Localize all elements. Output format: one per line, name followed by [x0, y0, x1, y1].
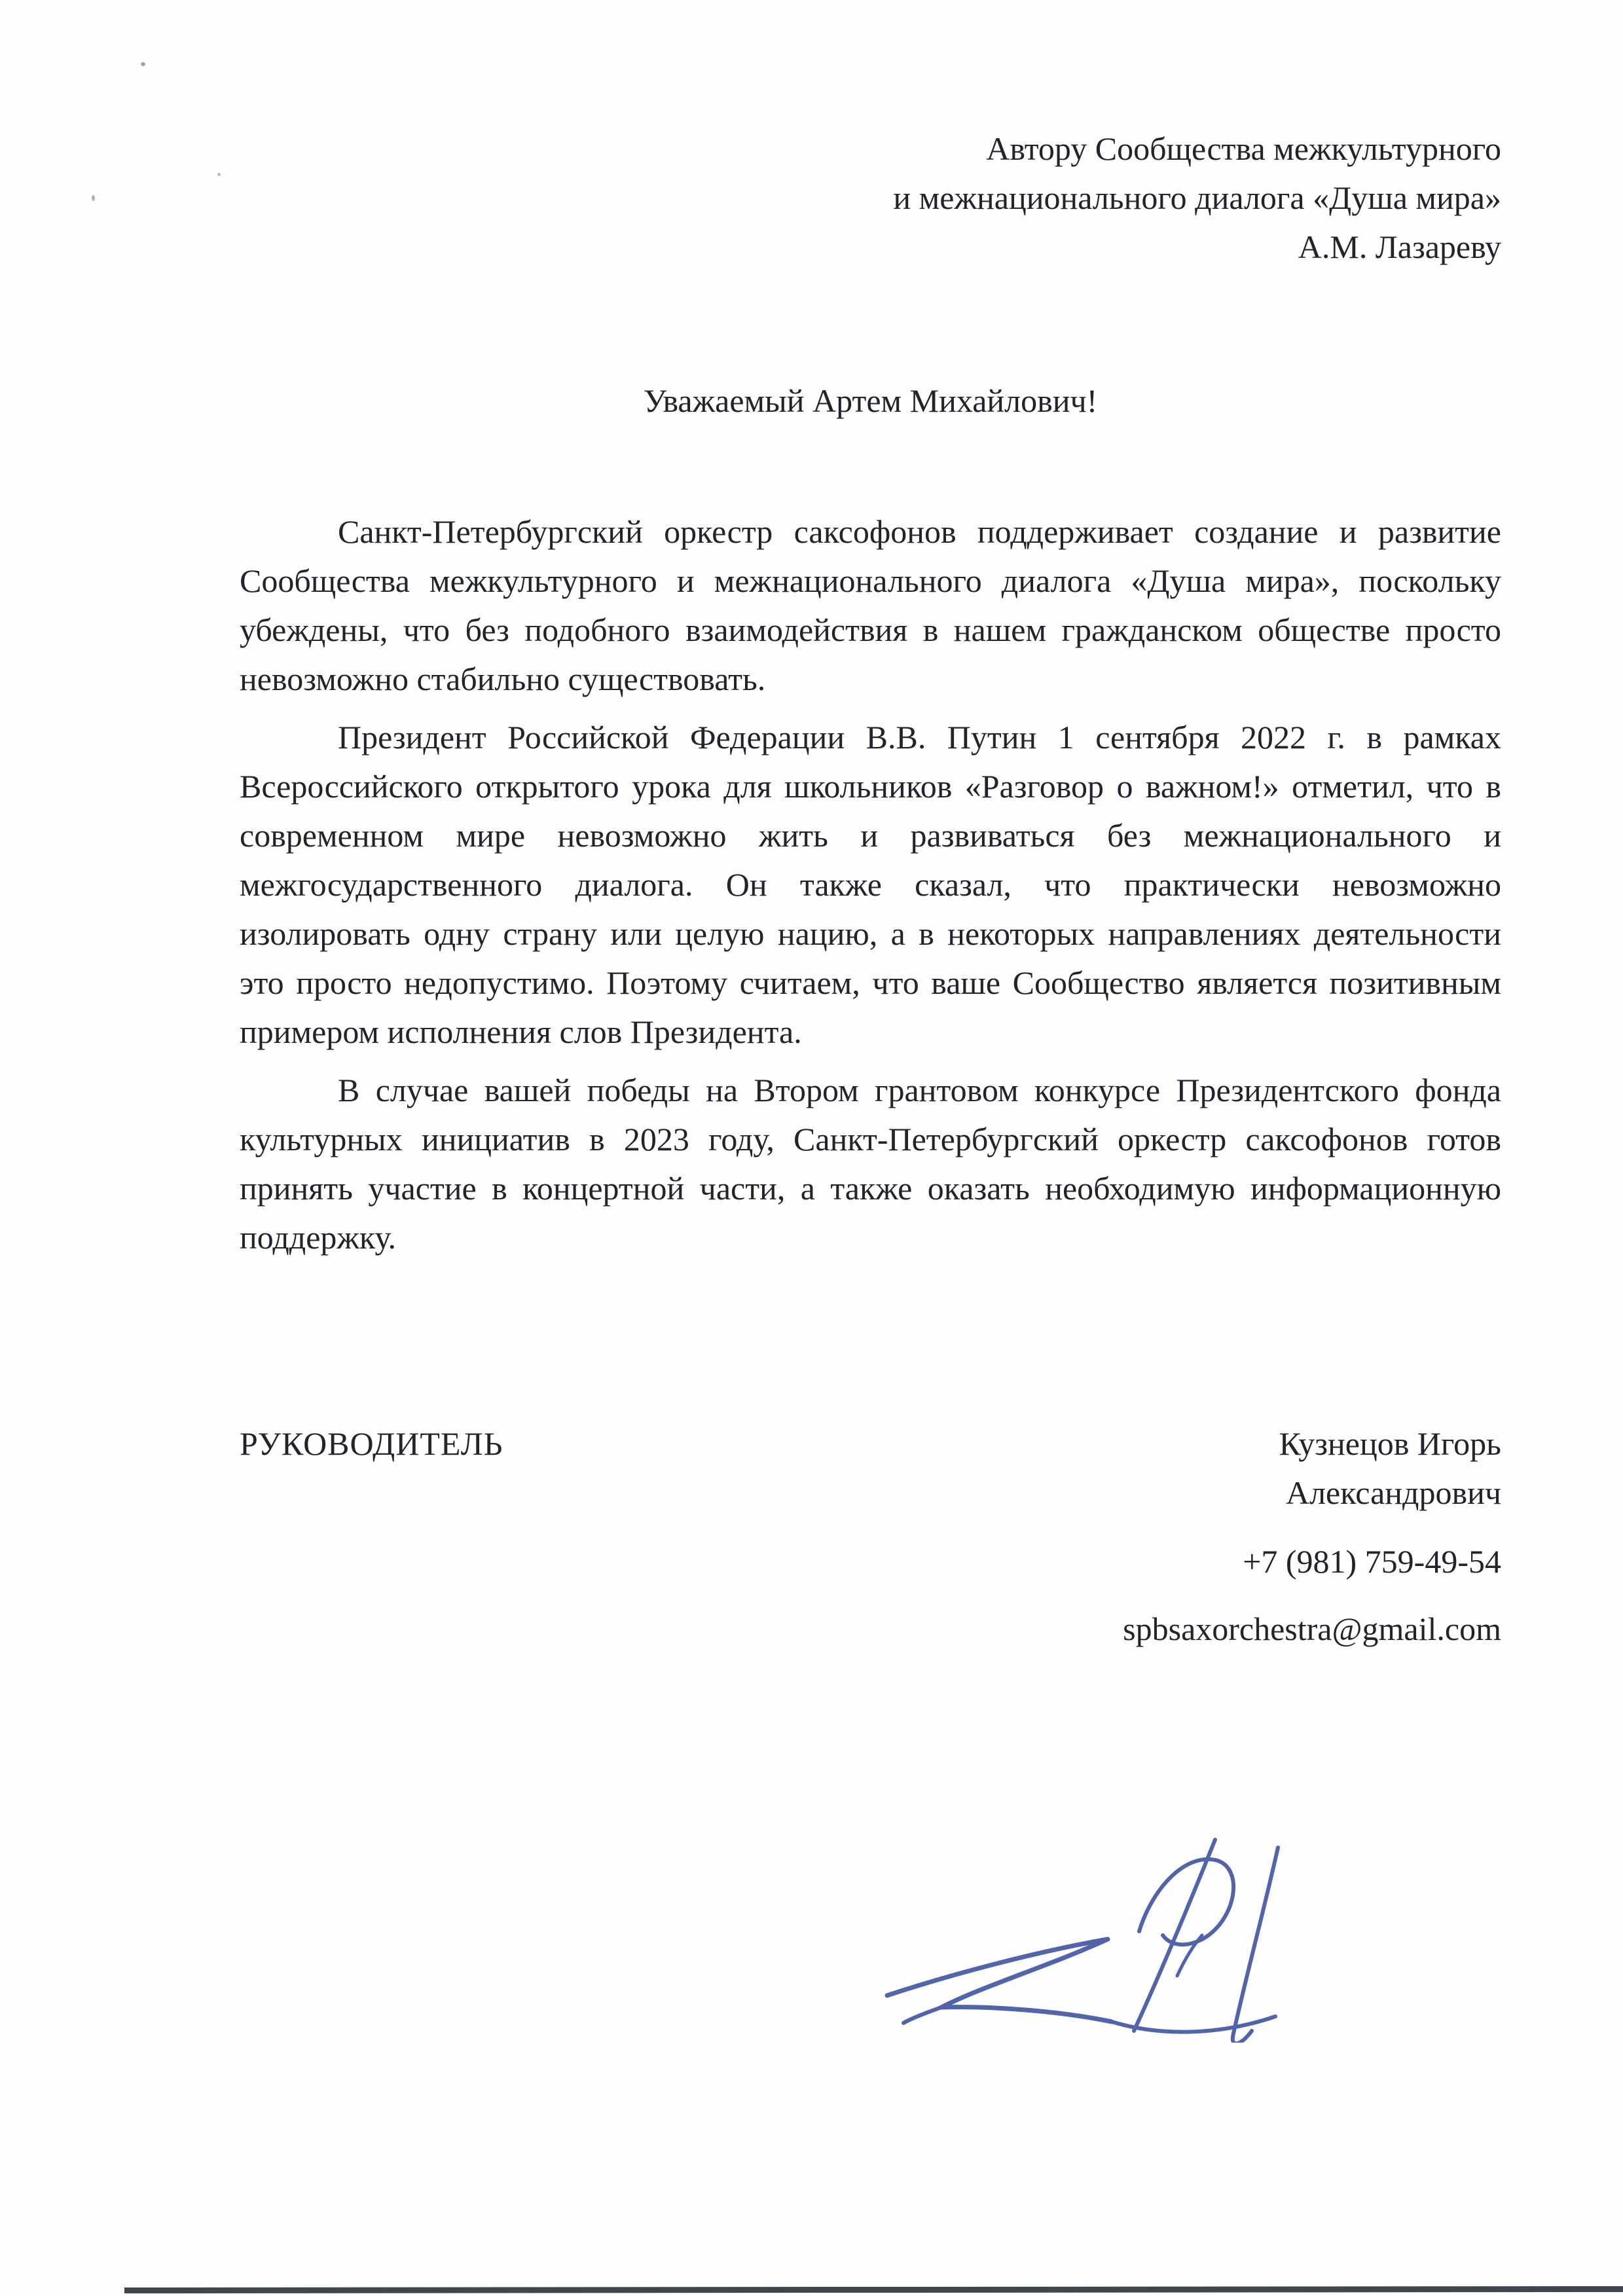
recipient-line-3: А.М. Лазареву [1298, 228, 1501, 265]
signatory-name-line-2: Александрович [1285, 1474, 1501, 1511]
recipient-block [240, 124, 1501, 272]
signatory-phone: +7 (981) 759-49-54 [1243, 1543, 1501, 1580]
scan-artifact-bottom-edge [124, 2286, 1623, 2293]
signatory-title: РУКОВОДИТЕЛЬ [240, 1425, 503, 1462]
recipient-line-2: и межнационального диалога «Душа мира» [893, 179, 1501, 216]
signatory-name-line-1: Кузнецов Игорь [1279, 1425, 1501, 1462]
salutation: Уважаемый Артем Михайлович! [643, 382, 1098, 419]
body-paragraph-2: Президент Российской Федерации В.В. Путин 1 сентября 2022 г. в рамках Всероссийского открытого урока для школьников «Разговор о важном!» отметил, что в современном мире невозможно жить и развиваться без межнационального и межгосударственного диалога. Он также сказал, что практически невозможно изолировать одну страну или целую нацию, а в некоторых направлениях деятельности это просто недопустимо. Поэтому считаем, что ваше Сообщество является позитивным примером исполнения слов Президента. [240, 719, 1501, 1050]
handwritten-signature [851, 1820, 1309, 2043]
body-paragraph-3: В случае вашей победы на Втором грантовом конкурсе Президентского фонда культурных инициатив в 2023 году, Санкт-Петербургский оркестр саксофонов готов принять участие в концертной части, а также оказать необходимую информационную поддержку. [240, 1072, 1501, 1256]
signatory-name-block [1279, 1419, 1501, 1518]
body-paragraph-1: Санкт-Петербургский оркестр саксофонов поддерживает создание и развитие Сообщества межкультурного и межнационального диалога «Душа мира», поскольку убеждены, что без подобного взаимодействия в нашем гражданском обществе просто невозможно стабильно существовать. [240, 513, 1501, 697]
signature-block [240, 1419, 1501, 1518]
signatory-email: spbsaxorchestra@gmail.com [1123, 1611, 1501, 1647]
recipient-line-1: Автору Сообщества межкультурного [986, 130, 1501, 167]
